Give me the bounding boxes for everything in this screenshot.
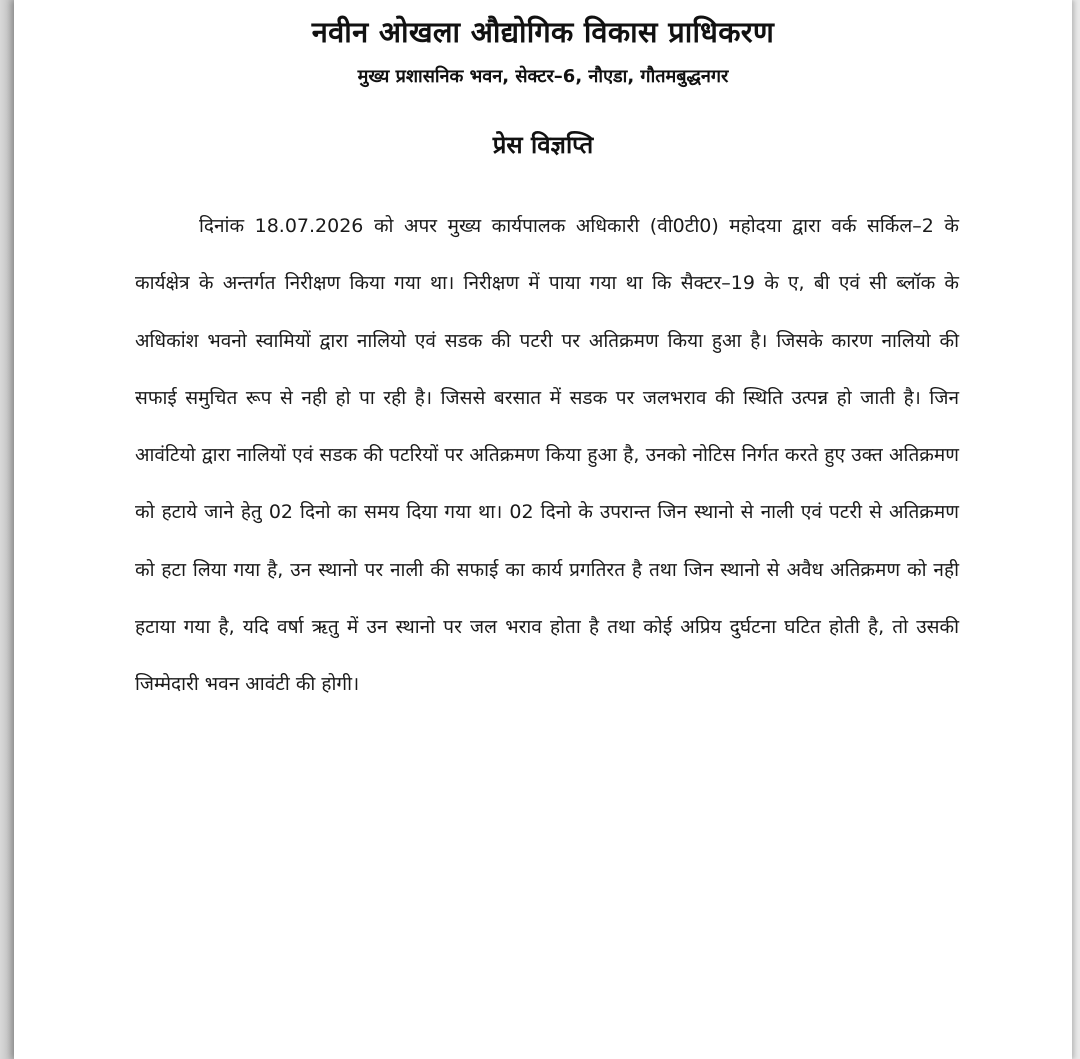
organization-address: मुख्य प्रशासनिक भवन, सेक्टर–6, नौएडा, गौतमबुद्धनगर: [357, 66, 729, 87]
organization-title: नवीन ओखला औद्योगिक विकास प्राधिकरण: [311, 15, 775, 49]
press-release-heading: प्रेस विज्ञप्ति: [492, 131, 594, 159]
scan-edge-shadow: [0, 0, 14, 1059]
press-release-body: दिनांक 18.07.2026 को अपर मुख्य कार्यपालक अधिकारी (वी0टी0) महोदया द्वारा वर्क सर्किल–2 के कार्यक्षेत्र के अन्तर्गत निरीक्षण किया गया था। निरीक्षण में पाया गया था कि सैक्टर–19 के ए, बी एवं सी ब्लॉक के अधिकांश भवनो स्वामियों द्वारा नालियो एवं सडक की पटरी पर अतिक्रमण किया हुआ है। जिसके कारण नालियो की सफाई समुचित रूप से नही हो पा रही है। जिससे बरसात में सडक पर जलभराव की स्थिति उत्पन्न हो जाती है। जिन आवंटियो द्वारा नालियों एवं सडक की पटरियों पर अतिक्रमण किया हुआ है, उनको नोटिस निर्गत करते हुए उक्त अतिक्रमण को हटाये जाने हेतु 02 दिनो का समय दिया गया था। 02 दिनो के उपरान्त जिन स्थानो से नाली एवं पटरी से अतिक्रमण को हटा लिया गया है, उन स्थानो पर नाली की सफाई का कार्य प्रगतिरत है तथा जिन स्थानो से अवैध अतिक्रमण को नही हटाया गया है, यदि वर्षा ऋतु में उन स्थानो पर जल भराव होता है तथा कोई अप्रिय दुर्घटना घटित होती है, तो उसकी जिम्मेदारी भवन आवंटी की होगी।: [135, 215, 959, 696]
document-page: [14, 0, 1072, 1059]
